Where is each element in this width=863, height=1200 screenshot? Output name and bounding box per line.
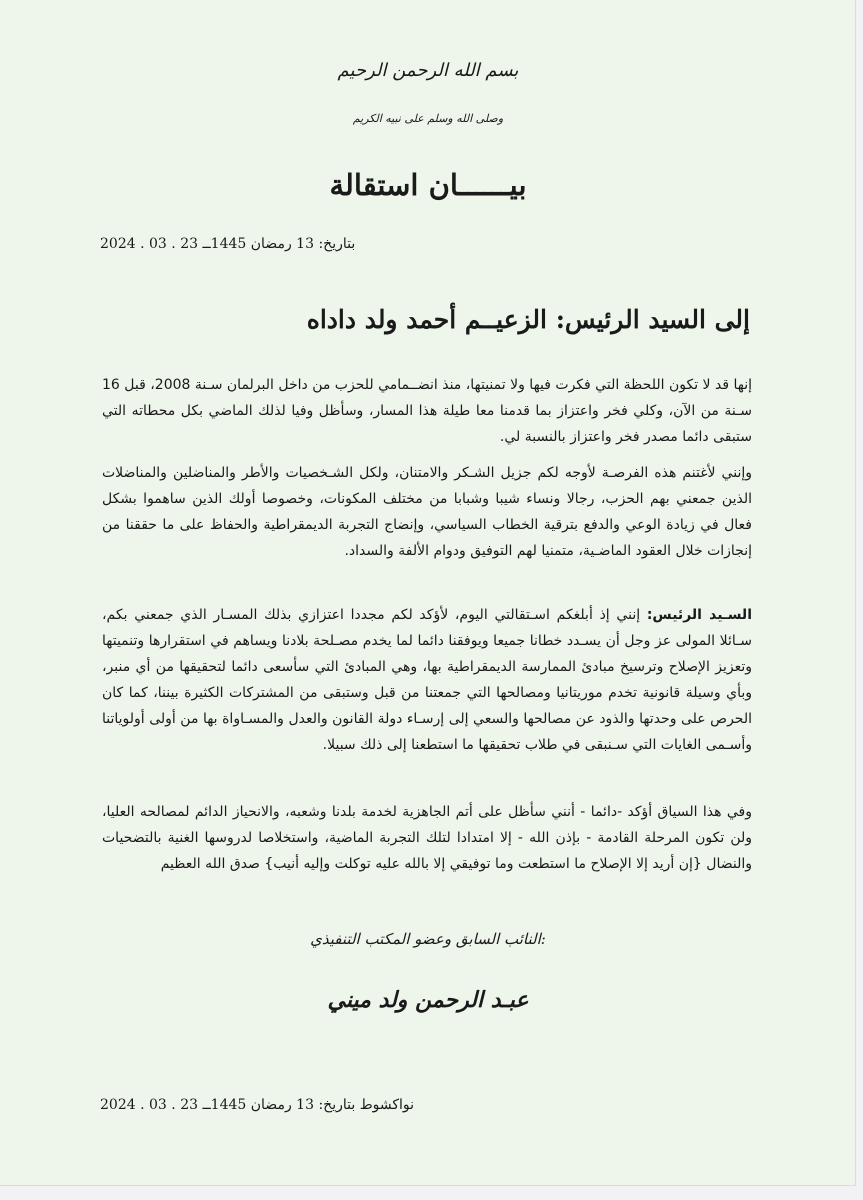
basmala: بسم الله الرحمن الرحيم xyxy=(337,60,519,81)
document-title: بيــــــان استقالة xyxy=(329,168,527,202)
paragraph-4: وفي هذا السياق أؤكد -دائما - أنني سأظل على أتم الجاهزية لخدمة بلدنا وشعبه، والانحياز الدائم لمصالحه العليا، ولن تكون المرحلة القادمة - بإذن الله - إلا امتدادا لتلك التجربة الماضية، واستخلاصا لدروسها الغنية بالتضحيات والنضال {إن أريد إلا الإصلاح ما استطعت وما توفيقي إلا بالله عليه توكلت وإليه أنيب} صدق الله العظيم xyxy=(102,804,752,872)
paragraph-3 xyxy=(102,602,752,758)
paragraph-1: إنها قد لا تكون اللحظة التي فكرت فيها ولا تمنيتها، منذ انضــمامي للحزب من داخل البرلمان سـنة 2008، قبل 16 سـنة من الآن، وكلي فخر واعتزاز بما قدمنا معا طيلة هذا المسار، وسأظل وفيا لذلك الماضي بكل محطاته التي ستبقى دائما مصدر فخر واعتزاز بالنسبة لي. xyxy=(102,377,752,445)
date-top: بتاريخ: 13 رمضان 1445ــ 23 . 03 . 2024 xyxy=(100,236,356,252)
salat-line: وصلى الله وسلم على نبيه الكريم xyxy=(352,112,504,125)
signature-name: عبـد الرحمن ولد ميني xyxy=(327,987,529,1013)
addressee-heading: إلى السيد الرئيس: الزعيــم أحمد ولد داداه xyxy=(306,305,750,334)
paragraph-3-lead: السـيد الرئيس: xyxy=(646,607,752,623)
paragraph-3-text: إنني إذ أبلغكم اسـتقالتي اليوم، لأؤكد لكم مجددا اعتزازي بذلك المسـار الذي جمعني بكم، سـائلا المولى عز وجل أن يسـدد خطانا جميعا ويوفقنا دائما لما يخدم مصـلحة بلادنا ويساهم في استقرارها وتنميتها وتعزيز الإصلاح وترسيخ مبادئ الممارسة الديمقراطية بها، وهي المبادئ التي سأسعى دائما لتحقيقها من أي منبر، وبأي وسيلة قانونية تخدم موريتانيا ومصالحها التي جمعتنا من قبل وستبقى من المشتركات الكثيرة بيننا، كما كان الحرص على وحدتها والذود عن مصالحها والسعي إلى إرسـاء دولة القانون والعدل والمسـاواة بها من أولى أولوياتنا وأسـمى الغايات التي سـنبقى في طلاب تحقيقها ما استطعنا إلى ذلك سبيلا. xyxy=(102,607,752,753)
paragraph-2: وإنني لأغتنم هذه الفرصـة لأوجه لكم جزيل الشـكر والامتنان، ولكل الشـخصيات والأطر والمناضلين والمناضلات الذين جمعني بهم الحزب، رجالا ونساء شيبا وشبابا من مختلف المكونات، وخصوصا أولك الذين ساهموا بشكل فعال في زيادة الوعي والدفع بترقية الخطاب السياسي، وإنضاج التجربة الديمقراطية والحفاظ على ما حققنا من إنجازات خلال العقود الماضـية، متمنيا لهم التوفيق ودوام الألفة والسداد. xyxy=(102,465,752,559)
signature-role: النائب السابق وعضو المكتب التنفيذي: xyxy=(310,930,546,948)
date-bottom: نواكشوط بتاريخ: 13 رمضان 1445ــ 23 . 03 . 2024 xyxy=(100,1097,415,1113)
